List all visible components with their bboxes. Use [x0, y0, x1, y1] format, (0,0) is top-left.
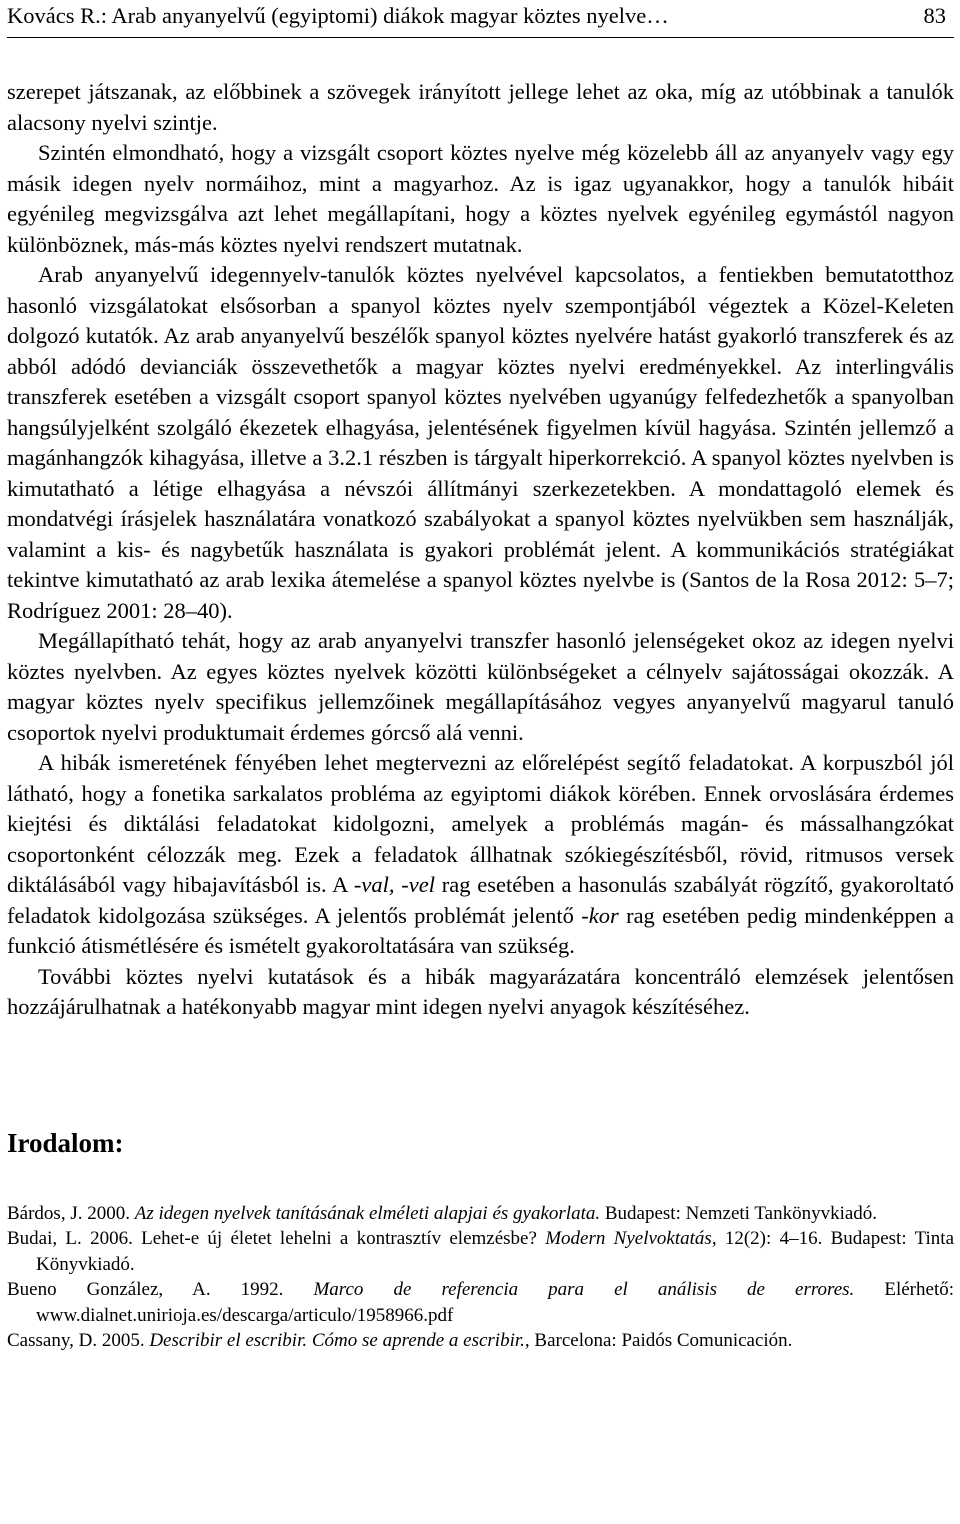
reference-author: Bueno González, A. 1992.	[7, 1279, 314, 1300]
reference-title: Marco de referencia para el análisis de errores.	[313, 1279, 855, 1300]
reference-entry	[7, 1277, 954, 1328]
reference-publisher: Elérhető: www.dialnet.unirioja.es/descarga/articulo/1958966.pdf	[36, 1279, 954, 1326]
paragraph-2: Szintén elmondható, hogy a vizsgált csoport köztes nyelve még közelebb áll az anyanyelv vagy egy másik idegen nyelv normáihoz, mint a magyarhoz. Az is igaz ugyanakkor, hogy a tanulók hibáit egyénileg megvizsgálva azt lehet megállapítani, hogy a köztes nyelvek egyénileg egymástól nagyon különböznek, más-más köztes nyelvi rendszert mutatnak.	[7, 140, 954, 257]
reference-title: Az idegen nyelvek tanításának elméleti alapjai és gyakorlata.	[134, 1202, 601, 1224]
paragraph-5-part-2: rag esetében a hasonulás szabályát rögzítő, gyakoroltató feladatok kidolgozása szükséges. A jelentős problémát jelentő	[7, 872, 955, 928]
paragraph-1: szerepet játszanak, az előbbinek a szövegek irányított jellege lehet az oka, míg az utóbbinak a tanulók alacsony nyelvi szintje.	[7, 79, 954, 135]
reference-author: Budai, L. 2006. Lehet-e új életet lehelni a kontrasztív elemzésbe?	[7, 1228, 546, 1249]
header-title: Kovács R.: Arab anyanyelvű (egyiptomi) diákok magyar köztes nyelve…	[7, 3, 669, 28]
paragraph-5-italic-1: -val, -vel	[353, 872, 435, 897]
reference-entry	[7, 1201, 954, 1227]
references-heading: Irodalom:	[7, 1127, 124, 1158]
running-header	[7, 0, 954, 38]
reference-author: Bárdos, J. 2000.	[7, 1202, 135, 1224]
body-text	[7, 77, 954, 1023]
reference-publisher: , Barcelona: Paidós Comunicación.	[524, 1330, 793, 1351]
reference-author: Cassany, D. 2005.	[7, 1330, 150, 1351]
paragraph-5	[7, 748, 954, 962]
reference-title: Describir el escribir. Cómo se aprende a escribir.	[149, 1330, 525, 1351]
reference-publisher: Budapest: Nemzeti Tankönyvkiadó.	[600, 1202, 878, 1224]
references-list	[7, 1201, 954, 1354]
paragraph-5-part-1: A hibák ismeretének fényében lehet megtervezni az előrelépést segítő feladatokat. A korpuszból jól látható, hogy a fonetika sarkalatos probléma az egyiptomi diákok körében. Ennek orvoslására érdemes kiejtési és diktálási feladatokat kidolgozni, amelyek a problémás magán- és mássalhangzókat csoportonként célozzák meg. Ezek a feladatok állhatnak szókiegészítésből, rövid, ritmusos versek diktálásából vagy hibajavításból is. A	[7, 750, 954, 897]
reference-title: Modern Nyelvoktatás	[545, 1228, 712, 1249]
reference-entry	[7, 1328, 954, 1354]
paragraph-5-italic-2: -kor	[581, 902, 619, 928]
paragraph-6: További köztes nyelvi kutatások és a hibák magyarázatára koncentráló elemzések jelentősen hozzájárulhatnak a hatékonyabb magyar mint idegen nyelvi anyagok készítéséhez.	[7, 963, 954, 1019]
paragraph-5-part-3: rag esetében pedig mindenképpen a funkció átismétlésére és ismételt gyakoroltatására van szükség.	[7, 902, 954, 958]
reference-entry	[7, 1226, 954, 1277]
reference-publisher: , 12(2): 4–16. Budapest: Tinta Könyvkiadó.	[36, 1228, 954, 1275]
page-number: 83	[923, 3, 946, 28]
paragraph-4: Megállapítható tehát, hogy az arab anyanyelvi transzfer hasonló jelenségeket okoz az idegen nyelvi köztes nyelvben. Az egyes köztes nyelvek közötti különbségeket a célnyelv sajátosságai okozzák. A magyar köztes nyelv specifikus jellemzőinek megállapításához vegyes anyanyelvű magyarul tanuló csoportok nyelvi produktumait érdemes górcső alá venni.	[7, 628, 954, 745]
paragraph-3: Arab anyanyelvű idegennyelv-tanulók köztes nyelvével kapcsolatos, a fentiekben bemutatotthoz hasonló vizsgálatokat elsősorban a spanyol köztes nyelv szempontjából végeztek a Közel-Keleten dolgozó kutatók. Az arab anyanyelvű beszélők spanyol köztes nyelvére hatást gyakorló transzferek és az abból adódó devianciák összevethetők a magyar köztes nyelvi eredményekkel. Az interlingvális transzferek esetében a vizsgált csoport spanyol köztes nyelvében ugyanúgy felfedezhetők a spanyolban hangsúlyjelként szolgáló ékezetek elhagyása, jelentésének figyelmen kívül hagyása. Szintén jellemző a magánhangzók kihagyása, illetve a 3.2.1 részben is tárgyalt hiperkorrekció. A spanyol köztes nyelvben is kimutatható a létige elhagyása a névszói állítmányi szerkezetekben. A mondattagoló elemek és mondatvégi írásjelek használatára vonatkozó szabályokat a spanyol köztes nyelvükben sem használják, valamint a kis- és nagybetűk használata is gyakori problémát jelent. A kommunikációs stratégiákat tekintve kimutatható az arab lexika átemelése a spanyol köztes nyelvbe is (Santos de la Rosa 2012: 5–7; Rodríguez 2001: 28–40).	[7, 262, 954, 623]
